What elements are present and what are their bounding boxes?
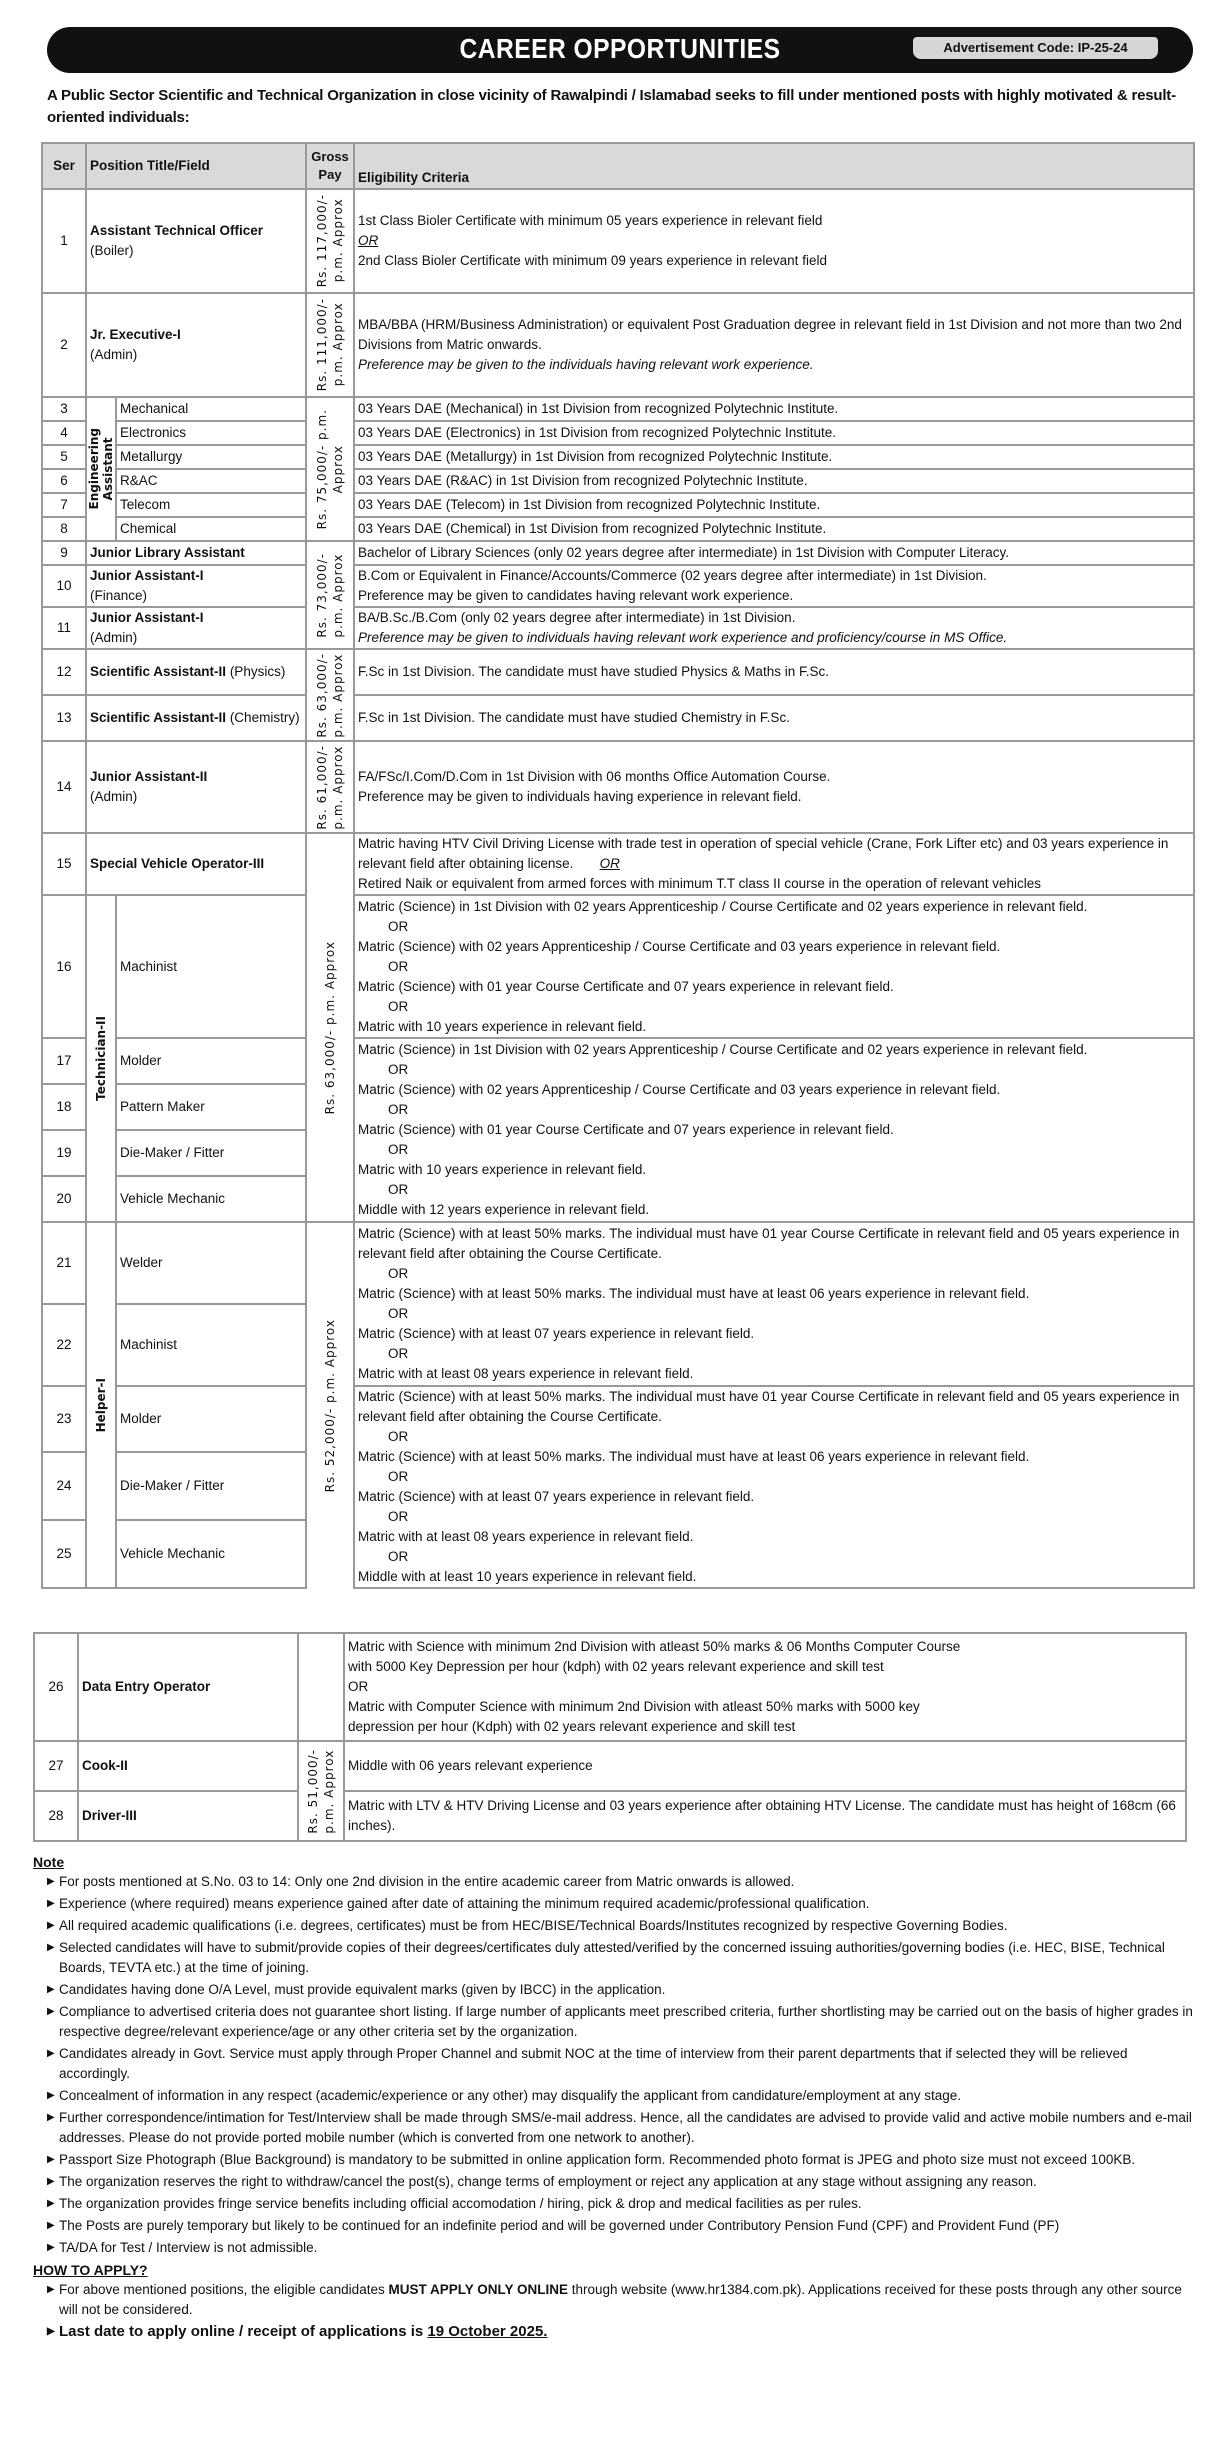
- row-ser: 27: [34, 1741, 78, 1791]
- criteria-line: Preference may be given to the individuals having relevant work experience.: [358, 357, 814, 372]
- table-row: [42, 565, 1194, 607]
- pay-label: Rs. 63,000/- p.m. Approx: [315, 652, 345, 738]
- note-text: The organization reserves the right to withdraw/cancel the post(s), change terms of employment or reject any application at any stage without assigning any reason.: [59, 2174, 1037, 2189]
- row-criteria: F.Sc in 1st Division. The candidate must have studied Physics & Maths in F.Sc.: [354, 649, 1194, 695]
- note-item: [47, 1938, 1193, 1978]
- criteria-line: Matric with 10 years experience in relevant field.: [358, 1162, 647, 1177]
- position-sub: (Admin): [90, 347, 138, 362]
- note-item: [47, 2238, 1193, 2258]
- apply-item: [47, 2280, 1193, 2320]
- table-row: [34, 1791, 1186, 1841]
- row-ser: 11: [42, 607, 86, 649]
- position-title: Jr. Executive-I: [90, 327, 181, 342]
- criteria-text: Matric having HTV Civil Driving License with trade test in operation of special vehicle (Crane, Fork Lifter etc) and 03 years experience in relevant field after obtaining license.: [358, 836, 1169, 871]
- apply-text: For above mentioned positions, the eligible candidates: [59, 2282, 389, 2297]
- pay-label: Rs. 75,000/- p.m. Approx: [315, 408, 345, 530]
- note-item: [47, 2108, 1193, 2148]
- criteria-line: Matric (Science) with at least 50% marks. The individual must have at least 06 years experience in relevant field.: [358, 1286, 1030, 1301]
- bullet-icon: ▶: [47, 1920, 55, 1931]
- table-row: [42, 895, 1194, 1038]
- row-ser: 12: [42, 649, 86, 695]
- table-row: [42, 493, 1194, 517]
- criteria-line: MBA/BBA (HRM/Business Administration) or equivalent Post Graduation degree in relevant field in 1st Division and not more than two 2nd Divisions from Matric onwards.: [358, 317, 1182, 352]
- note-item: [47, 1916, 1193, 1936]
- row-criteria: [354, 293, 1194, 397]
- row-position: Molder: [116, 1038, 306, 1084]
- row-ser: 22: [42, 1304, 86, 1386]
- note-text: TA/DA for Test / Interview is not admissible.: [59, 2240, 318, 2255]
- row-criteria: [354, 189, 1194, 293]
- header-gross-pay: [306, 143, 354, 189]
- row-criteria: [344, 1633, 1186, 1741]
- row-position: [86, 293, 306, 397]
- row-position: Pattern Maker: [116, 1084, 306, 1130]
- row-position: Electronics: [116, 421, 306, 445]
- pay-label: Rs. 73,000/- p.m. Approx: [315, 552, 345, 638]
- notes-heading: Note: [33, 1854, 65, 1870]
- row-criteria: Middle with 06 years relevant experience: [344, 1741, 1186, 1791]
- bullet-icon: ▶: [47, 2326, 55, 2337]
- criteria-or: OR: [388, 1062, 409, 1077]
- row-ser: 26: [34, 1633, 78, 1741]
- criteria-line: Preference may be given to individuals having experience in relevant field.: [358, 789, 802, 804]
- table-row: [34, 1633, 1186, 1741]
- criteria-line: [358, 834, 1190, 874]
- note-text: Concealment of information in any respect (academic/experience or any other) may disqualify the applicant from candidature/employment at any stage.: [59, 2088, 961, 2103]
- row-ser: 7: [42, 493, 86, 517]
- table-row: [42, 517, 1194, 541]
- header-criteria: Eligibility Criteria: [354, 143, 1194, 189]
- criteria-or: OR: [388, 958, 409, 974]
- row-ser: 4: [42, 421, 86, 445]
- bullet-icon: ▶: [47, 1898, 55, 1909]
- bullet-icon: ▶: [47, 2048, 55, 2059]
- table-row: [42, 541, 1194, 565]
- row-position: R&AC: [116, 469, 306, 493]
- last-date-value: 19 October 2025.: [427, 2323, 548, 2340]
- row-ser: 20: [42, 1176, 86, 1222]
- group-label: Technician-II: [94, 1016, 108, 1101]
- row-criteria: [354, 565, 1194, 607]
- pay-label: Rs. 61,000/- p.m. Approx: [315, 744, 345, 830]
- bullet-icon: ▶: [47, 2198, 55, 2209]
- position-sub: (Chemistry): [229, 710, 300, 725]
- pay-label: Rs. 51,000/- p.m. Approx: [306, 1748, 336, 1834]
- criteria-or: OR: [388, 1266, 409, 1281]
- criteria-line: Matric (Science) in 1st Division with 02 years Apprenticeship / Course Certificate and 02 years experience in relevant field.: [358, 898, 1088, 914]
- note-text: The Posts are purely temporary but likely to be continued for an indefinite period and will be governed under Contributory Pension Fund (CPF) and Provident Fund (PF): [59, 2218, 1060, 2233]
- row-ser: 23: [42, 1386, 86, 1452]
- table-row: [42, 607, 1194, 649]
- criteria-or: OR: [388, 1346, 409, 1361]
- criteria-line: Matric (Science) with at least 50% marks. The individual must have at least 06 years experience in relevant field.: [358, 1449, 1030, 1464]
- row-criteria: 03 Years DAE (Electronics) in 1st Division from recognized Polytechnic Institute.: [354, 421, 1194, 445]
- row-criteria: F.Sc in 1st Division. The candidate must have studied Chemistry in F.Sc.: [354, 695, 1194, 741]
- row-ser: 16: [42, 895, 86, 1038]
- row-pay: [306, 189, 354, 293]
- criteria-line: Retired Naik or equivalent from armed forces with minimum T.T class II course in the operation of relevant vehicles: [358, 876, 1042, 891]
- row-position: Molder: [116, 1386, 306, 1452]
- pay-label: Rs. 52,000/- p.m. Approx: [323, 1318, 337, 1493]
- note-item: [47, 1872, 1193, 1892]
- row-ser: 9: [42, 541, 86, 565]
- table-row: [42, 741, 1194, 833]
- row-position: [86, 695, 306, 741]
- note-item: [47, 2172, 1193, 2192]
- position-sub: (Boiler): [90, 243, 134, 258]
- criteria-line: Matric (Science) with 02 years Apprenticeship / Course Certificate and 03 years experience in relevant field.: [358, 1082, 1001, 1097]
- row-pay: [306, 1222, 354, 1588]
- bullet-icon: ▶: [47, 2154, 55, 2165]
- row-pay: [306, 397, 354, 541]
- criteria-line: Matric (Science) in 1st Division with 02 years Apprenticeship / Course Certificate and 02 years experience in relevant field.: [358, 1042, 1088, 1057]
- position-title: Scientific Assistant-II: [90, 664, 227, 679]
- positions-table: [41, 142, 1195, 1589]
- criteria-line: Preference may be given to candidates having relevant work experience.: [358, 588, 794, 603]
- position-title: Junior Assistant-I: [90, 610, 204, 625]
- criteria-line: Matric (Science) with 01 year Course Certificate and 07 years experience in relevant field.: [358, 978, 894, 994]
- bullet-icon: ▶: [47, 2176, 55, 2187]
- note-item: [47, 1894, 1193, 1914]
- criteria-line: 1st Class Bioler Certificate with minimum 05 years experience in relevant field: [358, 213, 823, 228]
- position-title: Junior Assistant-II: [90, 769, 208, 784]
- criteria-line: depression per hour (Kdph) with 02 years relevant experience and skill test: [348, 1719, 796, 1734]
- row-position: [86, 607, 306, 649]
- criteria-or: OR: [388, 1142, 409, 1157]
- note-item: [47, 2002, 1193, 2042]
- criteria-line: FA/FSc/I.Com/D.Com in 1st Division with 06 months Office Automation Course.: [358, 769, 831, 784]
- criteria-line: Middle with at least 10 years experience in relevant field.: [358, 1569, 697, 1584]
- note-text: Further correspondence/intimation for Test/Interview shall be made through SMS/e-mail address. Hence, all the candidates are advised to provide valid and active mobile numbers and e-mail addresses. Please do not provide ported mobile number (which is converted from one network to another).: [59, 2110, 1192, 2145]
- table-row: [42, 1386, 1194, 1452]
- position-title: Assistant Technical Officer: [90, 223, 264, 238]
- pay-label: Rs. 117,000/- p.m. Approx: [315, 194, 345, 288]
- pay-label: Rs. 63,000/- p.m. Approx: [323, 940, 337, 1115]
- row-position: Mechanical: [116, 397, 306, 421]
- row-criteria: 03 Years DAE (Telecom) in 1st Division from recognized Polytechnic Institute.: [354, 493, 1194, 517]
- position-sub: (Admin): [90, 789, 138, 804]
- row-ser: 5: [42, 445, 86, 469]
- apply-emphasis: MUST APPLY ONLY ONLINE: [388, 2282, 569, 2297]
- table-row: [42, 1222, 1194, 1304]
- criteria-line: Middle with 12 years experience in relevant field.: [358, 1202, 650, 1217]
- position-sub: (Admin): [90, 630, 138, 645]
- note-text: Candidates already in Govt. Service must apply through Proper Channel and submit NOC at the time of interview from their parent departments that if selected they will be relieved accordingly.: [59, 2046, 1128, 2081]
- criteria-or: OR: [388, 1306, 409, 1321]
- row-position: [86, 189, 306, 293]
- row-ser: 25: [42, 1520, 86, 1588]
- row-ser: 1: [42, 189, 86, 293]
- bullet-icon: ▶: [47, 2242, 55, 2253]
- criteria-line: Matric (Science) with at least 50% marks. The individual must have 01 year Course Certificate in relevant field and 05 years experience in relevant field after obtaining the Course Certificate.: [358, 1389, 1180, 1424]
- group-label: Helper-I: [94, 1377, 108, 1433]
- table-row: [42, 469, 1194, 493]
- apply-text: through website (www.hr1384.com.pk). Applications received for these posts through any other source will not be considered.: [59, 2282, 1182, 2317]
- row-ser: 18: [42, 1084, 86, 1130]
- row-pay: [306, 649, 354, 741]
- bullet-icon: ▶: [47, 2090, 55, 2101]
- apply-list: [33, 2280, 1193, 2342]
- row-ser: 15: [42, 833, 86, 895]
- table-row: [42, 695, 1194, 741]
- row-criteria: [354, 1386, 1194, 1588]
- table-row: [42, 189, 1194, 293]
- row-criteria: 03 Years DAE (Chemical) in 1st Division from recognized Polytechnic Institute.: [354, 517, 1194, 541]
- header-gross-pay-label: Gross Pay: [311, 149, 349, 182]
- table-row: [42, 649, 1194, 695]
- note-item: [47, 1980, 1193, 2000]
- criteria-line: Matric with at least 08 years experience in relevant field.: [358, 1366, 694, 1381]
- note-text: The organization provides fringe service benefits including official accomodation / hiring, pick & drop and medical facilities as per rules.: [59, 2196, 862, 2211]
- criteria-line: Matric (Science) with 01 year Course Certificate and 07 years experience in relevant field.: [358, 1122, 894, 1137]
- note-text: Candidates having done O/A Level, must provide equivalent marks (given by IBCC) in the application.: [59, 1982, 666, 1997]
- row-pay: [306, 833, 354, 1222]
- row-ser: 21: [42, 1222, 86, 1304]
- bullet-icon: ▶: [47, 1942, 55, 1953]
- row-ser: 6: [42, 469, 86, 493]
- bullet-icon: ▶: [47, 1876, 55, 1887]
- criteria-line: Matric with Computer Science with minimum 2nd Division with atleast 50% marks with 5000 key: [348, 1699, 920, 1714]
- row-ser: 13: [42, 695, 86, 741]
- criteria-line: Matric with 10 years experience in relevant field.: [358, 1018, 647, 1034]
- header-position: Position Title/Field: [86, 143, 306, 189]
- row-position: Telecom: [116, 493, 306, 517]
- advertisement-code-badge: Advertisement Code: IP-25-24: [913, 37, 1158, 59]
- row-pay: [298, 1741, 344, 1841]
- row-ser: 17: [42, 1038, 86, 1084]
- header-banner: [47, 27, 1193, 73]
- criteria-or: OR: [388, 1429, 409, 1444]
- criteria-line: with 5000 Key Depression per hour (kdph) with 02 years relevant experience and skill test: [348, 1659, 884, 1674]
- note-text: For posts mentioned at S.No. 03 to 14: Only one 2nd division in the entire academic career from Matric onwards is allowed.: [59, 1874, 795, 1889]
- last-date-label: Last date to apply online / receipt of applications is: [59, 2323, 428, 2340]
- note-text: Passport Size Photograph (Blue Background) is mandatory to be submitted in online application form. Recommended photo format is JPEG and photo size must not exceed 100KB.: [59, 2152, 1136, 2167]
- row-position: Cook-II: [78, 1741, 298, 1791]
- note-text: Compliance to advertised criteria does not guarantee short listing. If large number of applicants meet prescribed criteria, further shortlisting may be carried out on the basis of higher grades in respective degree/relevant experience/age or any other criteria set by the organization.: [59, 2004, 1193, 2039]
- position-sub: (Finance): [90, 588, 148, 603]
- row-criteria: Bachelor of Library Sciences (only 02 years degree after intermediate) in 1st Division with Computer Literacy.: [354, 541, 1194, 565]
- row-position: Machinist: [116, 895, 306, 1038]
- table-header-row: [42, 143, 1194, 189]
- row-position: [86, 565, 306, 607]
- bullet-icon: ▶: [47, 2112, 55, 2123]
- criteria-line: Matric (Science) with at least 07 years experience in relevant field.: [358, 1326, 755, 1341]
- group-technician-ii: [86, 895, 116, 1222]
- row-position: Chemical: [116, 517, 306, 541]
- group-label: Engineering Assistant: [87, 428, 115, 510]
- criteria-or: OR: [388, 1182, 409, 1197]
- row-position: Driver-III: [78, 1791, 298, 1841]
- criteria-line: Matric with Science with minimum 2nd Division with atleast 50% marks & 06 Months Computer Course: [348, 1639, 961, 1654]
- criteria-line: Matric (Science) with at least 50% marks. The individual must have 01 year Course Certificate in relevant field and 05 years experience in relevant field after obtaining the Course Certificate.: [358, 1226, 1180, 1261]
- row-position: Special Vehicle Operator-III: [86, 833, 306, 895]
- row-criteria: Matric with LTV & HTV Driving License and 03 years experience after obtaining HTV License. The candidate must has height of 168cm (66 inches).: [344, 1791, 1186, 1841]
- bullet-icon: ▶: [47, 2006, 55, 2017]
- criteria-or: OR: [348, 1679, 369, 1694]
- criteria-line: Preference may be given to individuals having relevant work experience and proficiency/course in MS Office.: [358, 630, 1008, 645]
- bullet-icon: ▶: [47, 1984, 55, 1995]
- row-criteria: 03 Years DAE (Mechanical) in 1st Division from recognized Polytechnic Institute.: [354, 397, 1194, 421]
- criteria-or: OR: [358, 233, 379, 248]
- note-text: All required academic qualifications (i.e. degrees, certificates) must be from HEC/BISE/Technical Boards/Institutes recognized by respective Governing Bodies.: [59, 1918, 1008, 1933]
- row-position: Welder: [116, 1222, 306, 1304]
- criteria-line: BA/B.Sc./B.Com (only 02 years degree after intermediate) in 1st Division.: [358, 610, 796, 625]
- row-ser: 24: [42, 1452, 86, 1520]
- bullet-icon: ▶: [47, 2220, 55, 2231]
- group-engineering-assistant: [86, 397, 116, 541]
- row-position: Data Entry Operator: [78, 1633, 298, 1741]
- row-criteria: 03 Years DAE (R&AC) in 1st Division from recognized Polytechnic Institute.: [354, 469, 1194, 493]
- bullet-icon: ▶: [47, 2284, 55, 2295]
- position-title: Scientific Assistant-II: [90, 710, 227, 725]
- table-row: [42, 1038, 1194, 1084]
- note-item: [47, 2086, 1193, 2106]
- criteria-or: OR: [599, 856, 620, 871]
- row-pay: [298, 1633, 344, 1741]
- note-text: Experience (where required) means experience gained after date of attaining the minimum required academic/professional qualification.: [59, 1896, 870, 1911]
- note-item: [47, 2216, 1193, 2236]
- criteria-or: OR: [388, 1102, 409, 1117]
- row-pay: [306, 741, 354, 833]
- criteria-or: OR: [388, 1509, 409, 1524]
- row-position: Vehicle Mechanic: [116, 1520, 306, 1588]
- row-pay: [306, 541, 354, 649]
- notes-section: [33, 1852, 1193, 2344]
- note-item: [47, 2194, 1193, 2214]
- row-ser: 2: [42, 293, 86, 397]
- row-ser: 3: [42, 397, 86, 421]
- criteria-or: OR: [388, 998, 409, 1014]
- note-text: Selected candidates will have to submit/provide copies of their degrees/certificates duly attested/verified by the concerned issuing authorities/governing bodies (i.e. HEC, BISE, Technical Boards, TEVTA etc.) at the time of joining.: [59, 1940, 1165, 1975]
- row-criteria: [354, 1222, 1194, 1386]
- row-position: Die-Maker / Fitter: [116, 1452, 306, 1520]
- row-criteria: [354, 607, 1194, 649]
- row-criteria: [354, 1038, 1194, 1222]
- criteria-line: Matric (Science) with at least 07 years experience in relevant field.: [358, 1489, 755, 1504]
- row-ser: 28: [34, 1791, 78, 1841]
- row-position: [86, 649, 306, 695]
- note-item: [47, 2150, 1193, 2170]
- row-position: Vehicle Mechanic: [116, 1176, 306, 1222]
- group-helper-i: [86, 1222, 116, 1588]
- criteria-line: 2nd Class Bioler Certificate with minimum 09 years experience in relevant field: [358, 253, 827, 268]
- position-sub: (Physics): [229, 664, 286, 679]
- position-title: Junior Assistant-I: [90, 568, 204, 583]
- row-position: Die-Maker / Fitter: [116, 1130, 306, 1176]
- how-to-apply-heading: HOW TO APPLY?: [33, 2262, 148, 2278]
- table-row: [42, 833, 1194, 895]
- row-ser: 8: [42, 517, 86, 541]
- criteria-or: OR: [388, 1549, 409, 1564]
- row-position: Junior Library Assistant: [86, 541, 306, 565]
- criteria-line: Matric with at least 08 years experience in relevant field.: [358, 1529, 694, 1544]
- intro-paragraph: A Public Sector Scientific and Technical Organization in close vicinity of Rawalpindi / Islamabad seeks to fill under mentioned posts with highly motivated & result-oriented individuals:: [47, 87, 1176, 126]
- row-ser: 10: [42, 565, 86, 607]
- row-pay: [306, 293, 354, 397]
- row-criteria: [354, 895, 1194, 1038]
- notes-list: [33, 1872, 1193, 2258]
- header-ser: Ser: [42, 143, 86, 189]
- row-criteria: [354, 833, 1194, 895]
- note-item: [47, 2044, 1193, 2084]
- row-ser: 19: [42, 1130, 86, 1176]
- table-row: [42, 397, 1194, 421]
- criteria-or: OR: [388, 918, 409, 934]
- row-position: [86, 741, 306, 833]
- criteria-or: OR: [388, 1469, 409, 1484]
- criteria-line: Matric (Science) with 02 years Apprenticeship / Course Certificate and 03 years experience in relevant field.: [358, 938, 1001, 954]
- pay-label: Rs. 111,000/- p.m. Approx: [315, 298, 345, 392]
- row-criteria: [354, 741, 1194, 833]
- table-row: [42, 293, 1194, 397]
- last-date-item: [47, 2322, 1193, 2342]
- page-title: CAREER OPPORTUNITIES: [459, 33, 781, 64]
- positions-table-2: [33, 1632, 1187, 1842]
- table-row: [42, 445, 1194, 469]
- row-position: Machinist: [116, 1304, 306, 1386]
- table-row: [42, 421, 1194, 445]
- row-criteria: 03 Years DAE (Metallurgy) in 1st Division from recognized Polytechnic Institute.: [354, 445, 1194, 469]
- row-ser: 14: [42, 741, 86, 833]
- row-position: Metallurgy: [116, 445, 306, 469]
- criteria-line: B.Com or Equivalent in Finance/Accounts/Commerce (02 years degree after intermediate) in 1st Division.: [358, 568, 987, 583]
- table-row: [34, 1741, 1186, 1791]
